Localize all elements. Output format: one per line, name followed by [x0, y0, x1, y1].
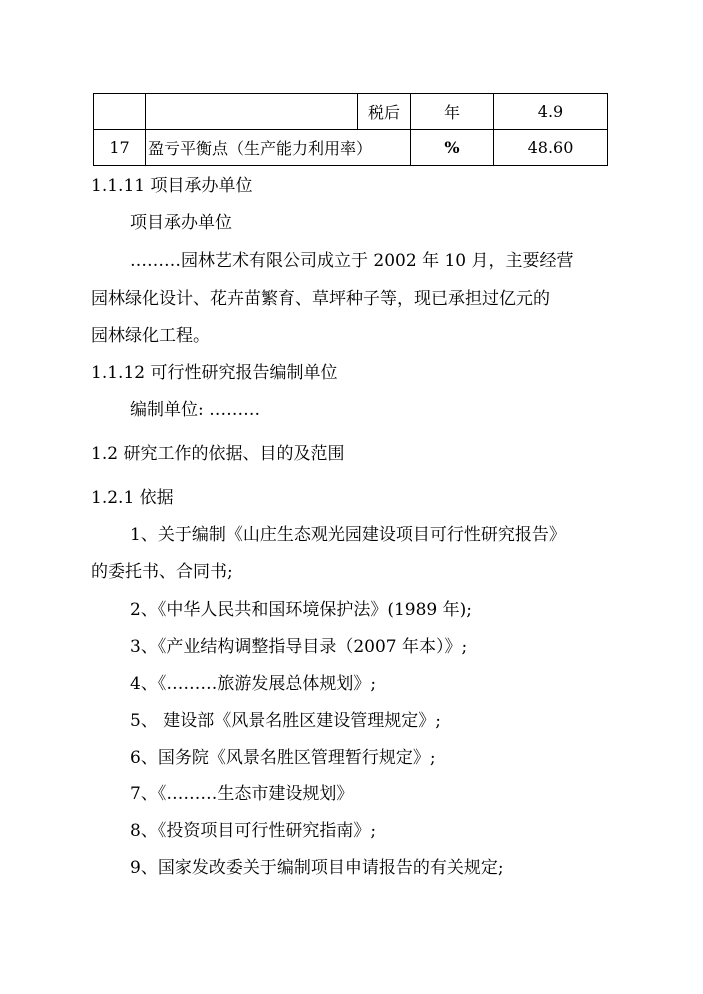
paragraph-line: 园林绿化设计、花卉苗繁育、草坪种子等，现已承担过亿元的 [91, 289, 550, 309]
row-number-cell [94, 94, 146, 130]
table-row [94, 130, 608, 166]
section-heading-1-1-12: 1.1.12 可行性研究报告编制单位 [91, 363, 338, 383]
section-heading-1-2-1: 1.2.1 依据 [91, 488, 174, 508]
list-item: 9、国家发改委关于编制项目申请报告的有关规定; [130, 858, 504, 878]
unit-cell: 年 [411, 94, 494, 130]
list-item: 8、《投资项目可行性研究指南》; [130, 821, 377, 841]
sub-heading-organizer: 项目承办单位 [130, 213, 232, 233]
list-item: 6、国务院《风景名胜区管理暂行规定》; [130, 748, 436, 768]
section-heading-1-2: 1.2 研究工作的依据、目的及范围 [91, 444, 345, 464]
indicator-table [93, 93, 608, 166]
list-item: 的委托书、合同书; [91, 562, 233, 582]
list-item: 5、 建设部《风景名胜区建设管理规定》; [130, 711, 441, 731]
list-item: 3、《产业结构调整指导目录（2007 年本）》; [130, 637, 468, 657]
list-item: 7、《………生态市建设规划》 [130, 784, 354, 804]
value-cell: 4.9 [494, 94, 608, 130]
unit-cell: % [411, 130, 494, 166]
indicator-name-cell [146, 94, 358, 130]
list-item: 2、《中华人民共和国环境保护法》(1989 年); [130, 600, 472, 620]
list-item: 4、《………旅游发展总体规划》; [130, 674, 377, 694]
section-heading-1-1-11: 1.1.11 项目承办单位 [91, 176, 253, 196]
table-row [94, 94, 608, 130]
indicator-name-cell: 盈亏平衡点（生产能力利用率） [146, 130, 411, 166]
row-number-cell: 17 [94, 130, 146, 166]
paragraph-line: ………园林艺术有限公司成立于 2002 年 10 月，主要经营 [130, 251, 574, 271]
indicator-sub-cell: 税后 [358, 94, 411, 130]
paragraph-line: 园林绿化工程。 [91, 326, 210, 346]
value-cell: 48.60 [494, 130, 608, 166]
compiler-line: 编制单位: ……… [130, 400, 261, 420]
list-item: 1、关于编制《山庄生态观光园建设项目可行性研究报告》 [130, 525, 566, 545]
